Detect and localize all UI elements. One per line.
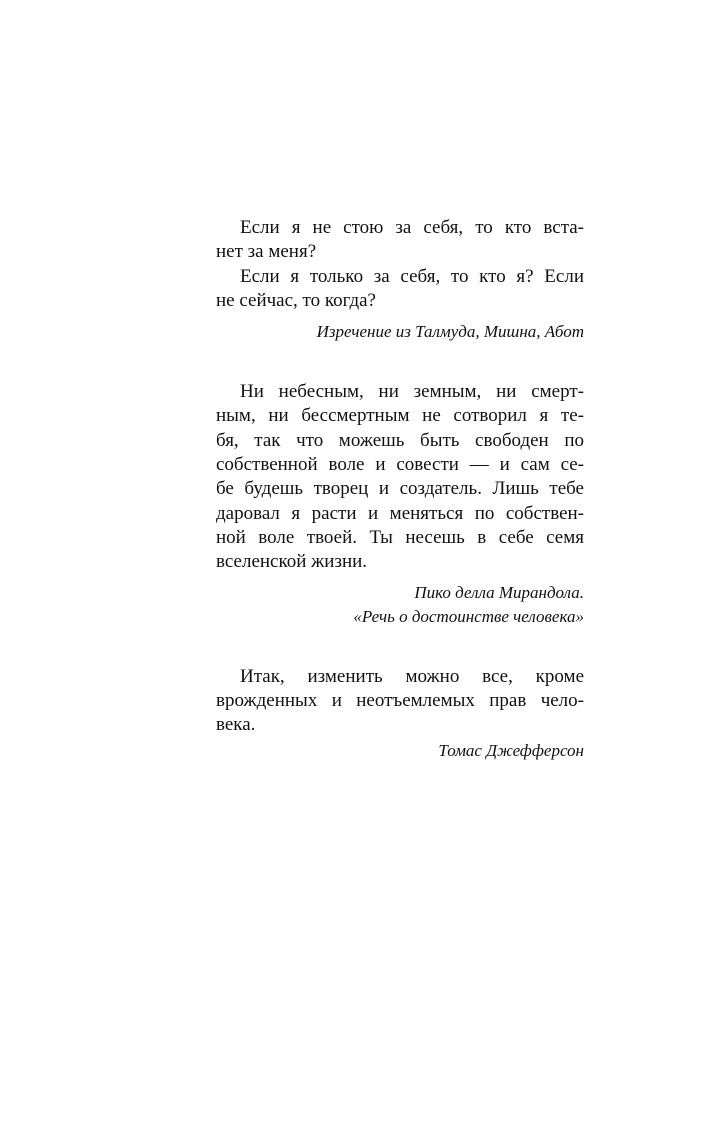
- epigraph-jefferson: [216, 665, 584, 764]
- epigraph-line: Ни небесным, ни земным, ни смерт-: [240, 381, 584, 403]
- epigraph-line: ной воле твоей. Ты несешь в себе семя: [216, 526, 584, 548]
- epigraph-line: вселенской жизни.: [216, 551, 368, 573]
- epigraph-line: даровал я расти и меняться по собствен-: [216, 502, 584, 524]
- epigraph-source-title: «Речь о достоинстве человека»: [353, 606, 584, 626]
- epigraph-line: нет за меня?: [216, 241, 317, 263]
- epigraph-line: собственной воле и совести — и сам се-: [216, 454, 584, 476]
- epigraph-line: Итак, изменить можно все, кроме: [240, 665, 584, 687]
- epigraph-source-author: Пико делла Мирандола.: [414, 582, 584, 602]
- epigraph-line: Если я только за себя, то кто я? Если: [240, 265, 584, 287]
- epigraph-talmud: [216, 216, 584, 344]
- epigraph-source: Изречение из Талмуда, Мишна, Абот: [316, 322, 584, 342]
- epigraph-source: Томас Джефферсон: [438, 741, 584, 761]
- epigraph-pico: [216, 380, 584, 628]
- epigraph-page: [216, 216, 584, 763]
- epigraph-line: не сейчас, то когда?: [216, 289, 376, 311]
- epigraph-line: ным, ни бессмертным не сотворил я те-: [216, 405, 584, 427]
- epigraph-line: Если я не стою за себя, то кто вста-: [240, 217, 584, 238]
- epigraph-line: врожденных и неотъемлемых прав чело-: [216, 689, 584, 711]
- epigraph-line: века.: [216, 714, 256, 736]
- epigraph-line: бе будешь творец и создатель. Лишь тебе: [216, 478, 584, 500]
- epigraph-line: бя, так что можешь быть свободен по: [216, 429, 584, 451]
